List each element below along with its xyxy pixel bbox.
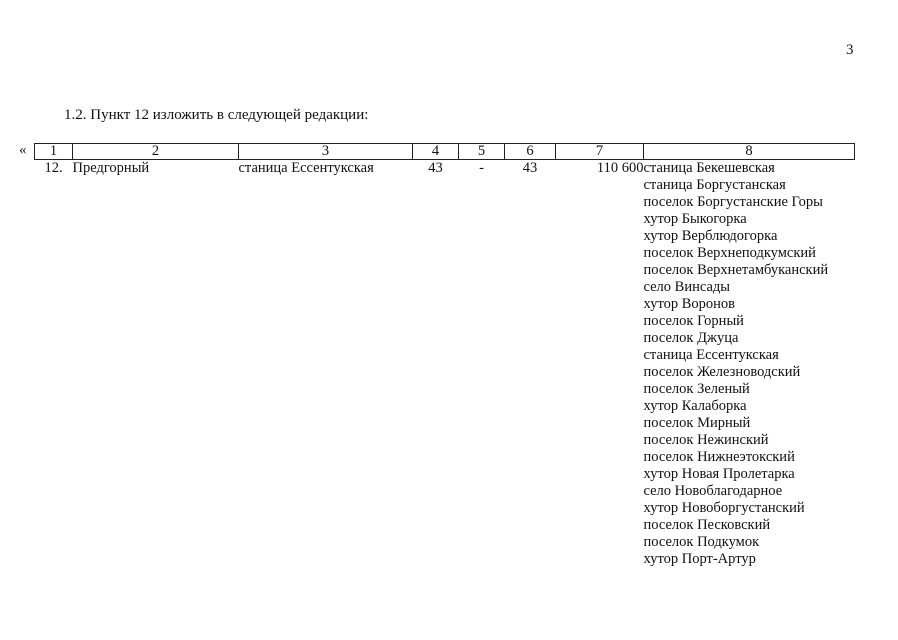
list-item: поселок Песковский <box>643 517 771 533</box>
settlements-list <box>644 160 855 569</box>
page-number: 3 <box>846 42 854 58</box>
column-header-5: 5 <box>459 144 505 160</box>
instruction-text: 1.2. Пункт 12 изложить в следующей редакции: <box>64 107 369 123</box>
list-item: станица Ессентукская <box>643 347 779 363</box>
column-4-value: 43 <box>428 160 443 176</box>
column-header-2: 2 <box>73 144 239 160</box>
settlements-table <box>34 143 855 568</box>
list-item: село Новоблагодарное <box>643 483 783 499</box>
list-item: поселок Боргустанские Горы <box>643 194 823 210</box>
opening-quote-mark: « <box>19 142 27 158</box>
population-value: 110 600 <box>596 160 644 176</box>
table-row <box>35 160 855 569</box>
list-item: станица Бекешевская <box>643 160 775 176</box>
list-item: хутор Воронов <box>643 296 735 312</box>
list-item: хутор Верблюдогорка <box>643 228 778 244</box>
list-item: станица Боргустанская <box>643 177 786 193</box>
column-header-4: 4 <box>413 144 459 160</box>
list-item: хутор Новоборгустанский <box>643 500 805 516</box>
list-item: поселок Верхнетамбуканский <box>643 262 829 278</box>
list-item: хутор Быкогорка <box>643 211 747 227</box>
column-header-3: 3 <box>239 144 413 160</box>
column-5-value: - <box>479 160 484 176</box>
district-name: Предгорный <box>72 160 150 176</box>
list-item: хутор Калаборка <box>643 398 747 414</box>
list-item: поселок Нижнеэтокский <box>643 449 795 465</box>
table-header-row <box>35 144 855 160</box>
list-item: поселок Верхнеподкумский <box>643 245 816 261</box>
column-header-1: 1 <box>35 144 73 160</box>
column-header-6: 6 <box>505 144 556 160</box>
list-item: хутор Новая Пролетарка <box>643 466 795 482</box>
column-header-7: 7 <box>556 144 644 160</box>
list-item: поселок Нежинский <box>643 432 769 448</box>
list-item: поселок Зеленый <box>643 381 750 397</box>
list-item: хутор Порт-Артур <box>643 551 756 567</box>
list-item: поселок Железноводский <box>643 364 801 380</box>
row-number: 12. <box>44 160 63 176</box>
column-header-8: 8 <box>644 144 855 160</box>
list-item: поселок Мирный <box>643 415 751 431</box>
administrative-center: станица Ессентукская <box>238 160 374 176</box>
list-item: село Винсады <box>643 279 731 295</box>
column-6-value: 43 <box>522 160 538 176</box>
list-item: поселок Джуца <box>643 330 739 346</box>
list-item: поселок Подкумок <box>643 534 760 550</box>
list-item: поселок Горный <box>643 313 744 329</box>
